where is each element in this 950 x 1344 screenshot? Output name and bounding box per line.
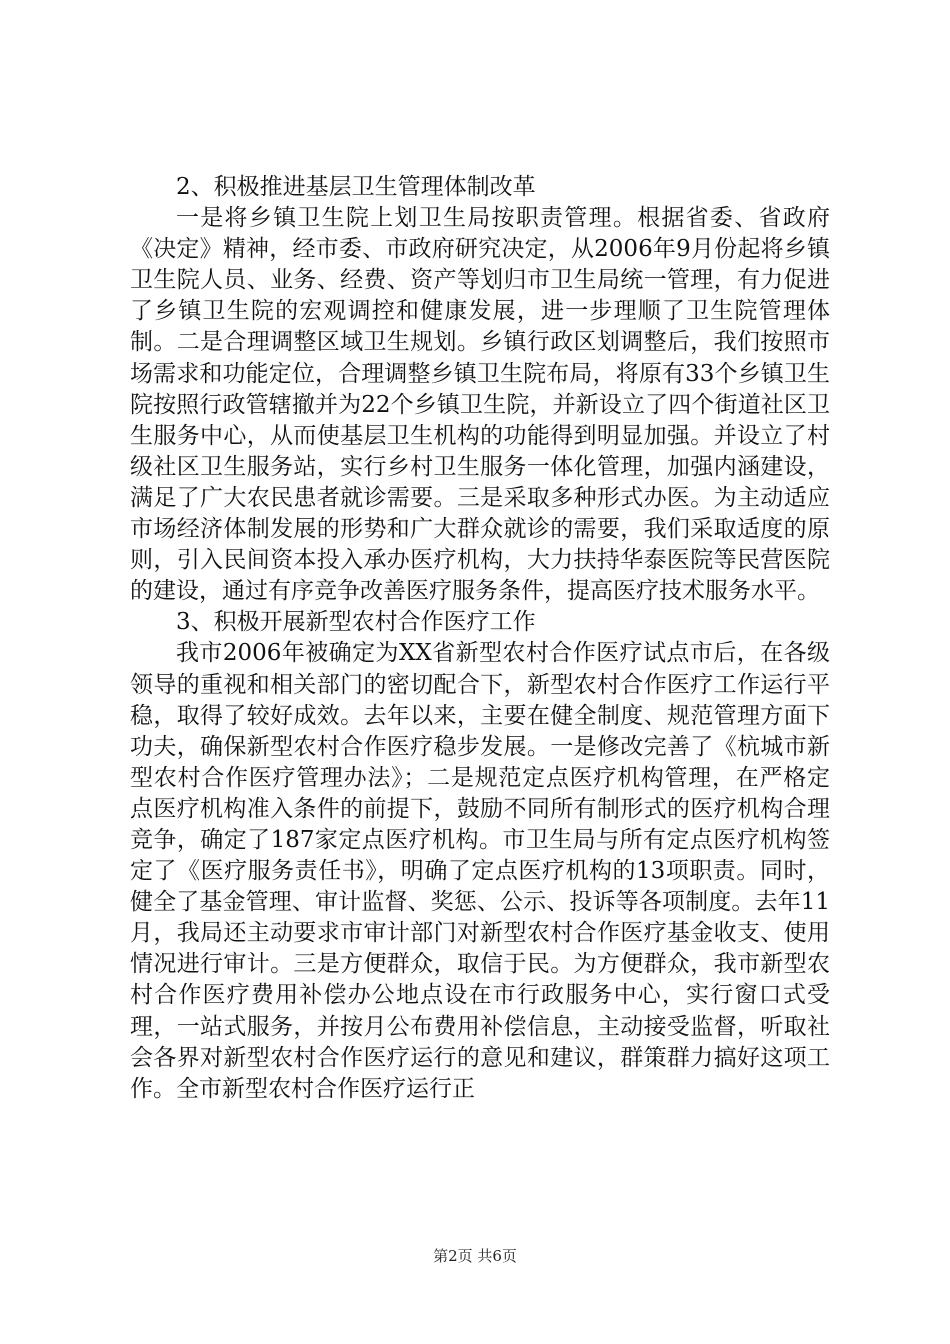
- page-footer: 第2页 共6页: [433, 1247, 517, 1265]
- document-body: [130, 172, 830, 1105]
- section-heading-2: 2、积极推进基层卫生管理体制改革: [176, 174, 536, 200]
- section-heading-3: 3、积极开展新型农村合作医疗工作: [176, 609, 536, 636]
- section-paragraph-2: 一是将乡镇卫生院上划卫生局按职责管理。根据省委、省政府《决定》精神，经市委、市政府研究决定，从2006年9月份起将乡镇卫生院人员、业务、经费、资产等划归市卫生局统一管理，有力促进了乡镇卫生院的宏观调控和健康发展，进一步理顺了卫生院管理体制。二是合理调整区域卫生规划。乡镇行政区划调整后，我们按照市场需求和功能定位，合理调整乡镇卫生院布局，将原有33个乡镇卫生院按照行政管辖撤并为22个乡镇卫生院，并新设立了四个街道社区卫生服务中心，从而使基层卫生机构的功能得到明显加强。并设立了村级社区卫生服务站，实行乡村卫生服务一体化管理，加强内涵建设，满足了广大农民患者就诊需要。三是采取多种形式办医。为主动适应市场经济体制发展的形势和广大群众就诊的需要，我们采取适度的原则，引入民间资本投入承办医疗机构，大力扶持华泰医院等民营医院的建设，通过有序竞争改善医疗服务条件，提高医疗技术服务水平。: [130, 205, 830, 605]
- section-paragraph-3: 我市2006年被确定为XX省新型农村合作医疗试点市后，在各级领导的重视和相关部门的密切配合下，新型农村合作医疗工作运行平稳，取得了较好成效。去年以来，主要在健全制度、规范管理方面下功夫，确保新型农村合作医疗稳步发展。一是修改完善了《杭城市新型农村合作医疗管理办法》；二是规范定点医疗机构管理，在严格定点医疗机构准入条件的前提下，鼓励不同所有制形式的医疗机构合理竞争，确定了187家定点医疗机构。市卫生局与所有定点医疗机构签定了《医疗服务责任书》，明确了定点医疗机构的13项职责。同时，健全了基金管理、审计监督、奖惩、公示、投诉等各项制度。去年11月，我局还主动要求市审计部门对新型农村合作医疗基金收支、使用情况进行审计。三是方便群众，取信于民。为方便群众，我市新型农村合作医疗费用补偿办公地点设在市行政服务中心，实行窗口式受理，一站式服务，并按月公布费用补偿信息，主动接受监督，听取社会各界对新型农村合作医疗运行的意见和建议，群策群力搞好这项工作。全市新型农村合作医疗运行正: [130, 640, 830, 1102]
